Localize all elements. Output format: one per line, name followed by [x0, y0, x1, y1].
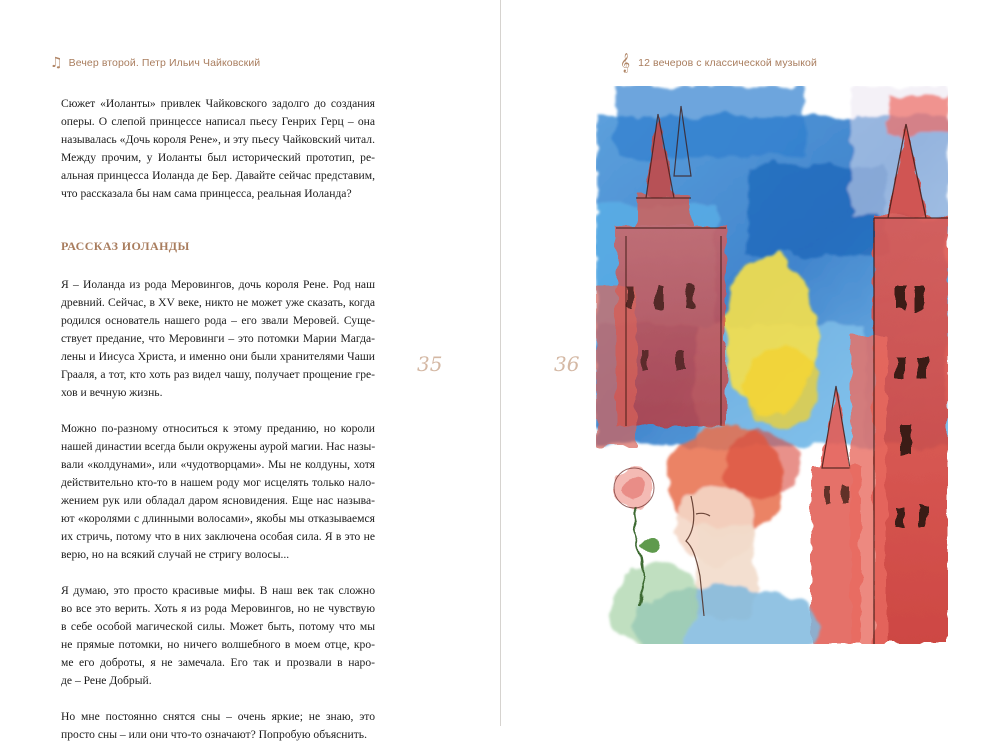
text-line: во все это верить. Хоть я из рода Меровингов, но не чувствую: [61, 602, 375, 615]
text-line: верю, но на всякий случай не стригу волосы...: [61, 548, 290, 561]
text-line: Я думаю, это просто красивые мифы. В наш век так сложно: [61, 584, 375, 597]
left-page: [0, 0, 500, 741]
body-paragraph: [61, 420, 375, 564]
body-text: [61, 95, 375, 744]
page-number-left: 35: [417, 352, 443, 376]
body-paragraph: [61, 95, 375, 203]
text-line: Я – Иоланда из рода Меровингов, дочь короля Рене. Род наш: [61, 278, 375, 291]
body-paragraph: [61, 708, 375, 744]
treble-clef-icon: 𝄞: [620, 52, 631, 73]
text-line: ют «королями с длинными волосами», якобы мы отказываемся: [61, 512, 375, 525]
text-line: их стричь, потому что в них заключена особая сила. Я в это не: [61, 530, 375, 543]
text-line: альная принцесса Иоланда де Бер. Давайте сейчас представим,: [61, 169, 375, 182]
text-line: вали «колдунами», или «чудотворцами». Мы не колдуны, хотя: [61, 458, 375, 471]
body-paragraph: [61, 582, 375, 690]
text-line: называлась «Дочь короля Рене», и эту пьесу Чайковский читал.: [61, 133, 375, 146]
text-line: Сюжет «Иоланты» привлек Чайковского задолго до создания: [61, 97, 375, 110]
text-line: оперы. О слепой принцессе написал пьесу Генрих Герц – она: [61, 115, 375, 128]
text-line: что рассказала бы нам сама принцесса, реальная Иоланда?: [61, 187, 352, 200]
text-line: просто сны – или они что-то означают? Попробую объяснить.: [61, 728, 367, 741]
text-line: Грааля, а тот, кто хоть раз видел чашу, получает прощение гре-: [61, 368, 375, 381]
text-line: Между прочим, у Иоланты был исторический прототип, ре-: [61, 151, 375, 164]
watercolor-princess-castle-illustration: [596, 86, 948, 644]
text-line: в себе особой магической силы. Может быть, потому что мы: [61, 620, 375, 633]
text-line: Можно по-разному относиться к этому преданию, но короли: [61, 422, 375, 435]
text-line: лены и Иисуса Христа, и именно они были хранителями Чаши: [61, 350, 375, 363]
text-line: жением рук или обладал даром ясновидения. Еще нас называ-: [61, 494, 375, 507]
music-note-icon: ♫: [50, 55, 63, 71]
right-running-head: [620, 52, 817, 73]
left-running-head-text: Вечер второй. Петр Ильич Чайковский: [68, 57, 261, 69]
body-paragraph: [61, 276, 375, 402]
text-line: нашей династии всегда были окружены аурой магии. Нас назы-: [61, 440, 376, 453]
text-line: действительно кто-то в нашем роду мог исцелять только нало-: [61, 476, 375, 489]
text-line: не прямые потомки, но ничего волшебного в моем отце, кро-: [61, 638, 375, 651]
section-heading: РАССКАЗ ИОЛАНДЫ: [61, 239, 190, 253]
text-line: ме его доброты, я не замечала. Его так и прозвали в наро-: [61, 656, 375, 669]
text-line: древний. Сейчас, в XV веке, никто не может уже сказать, когда: [61, 296, 375, 309]
text-line: де – Рене Добрый.: [61, 674, 152, 687]
text-line: родился основатель нашего рода – его звали Меровей. Суще-: [61, 314, 375, 327]
right-running-head-text: 12 вечеров с классической музыкой: [638, 57, 817, 69]
left-running-head: [50, 55, 260, 71]
page-number-right: 36: [554, 352, 580, 376]
text-line: хов и вечную жизнь.: [61, 386, 163, 399]
text-line: ствует предание, что Меровинги – это потомки Марии Магда-: [61, 332, 375, 345]
text-line: Но мне постоянно снятся сны – очень яркие; не знаю, это: [61, 710, 375, 723]
